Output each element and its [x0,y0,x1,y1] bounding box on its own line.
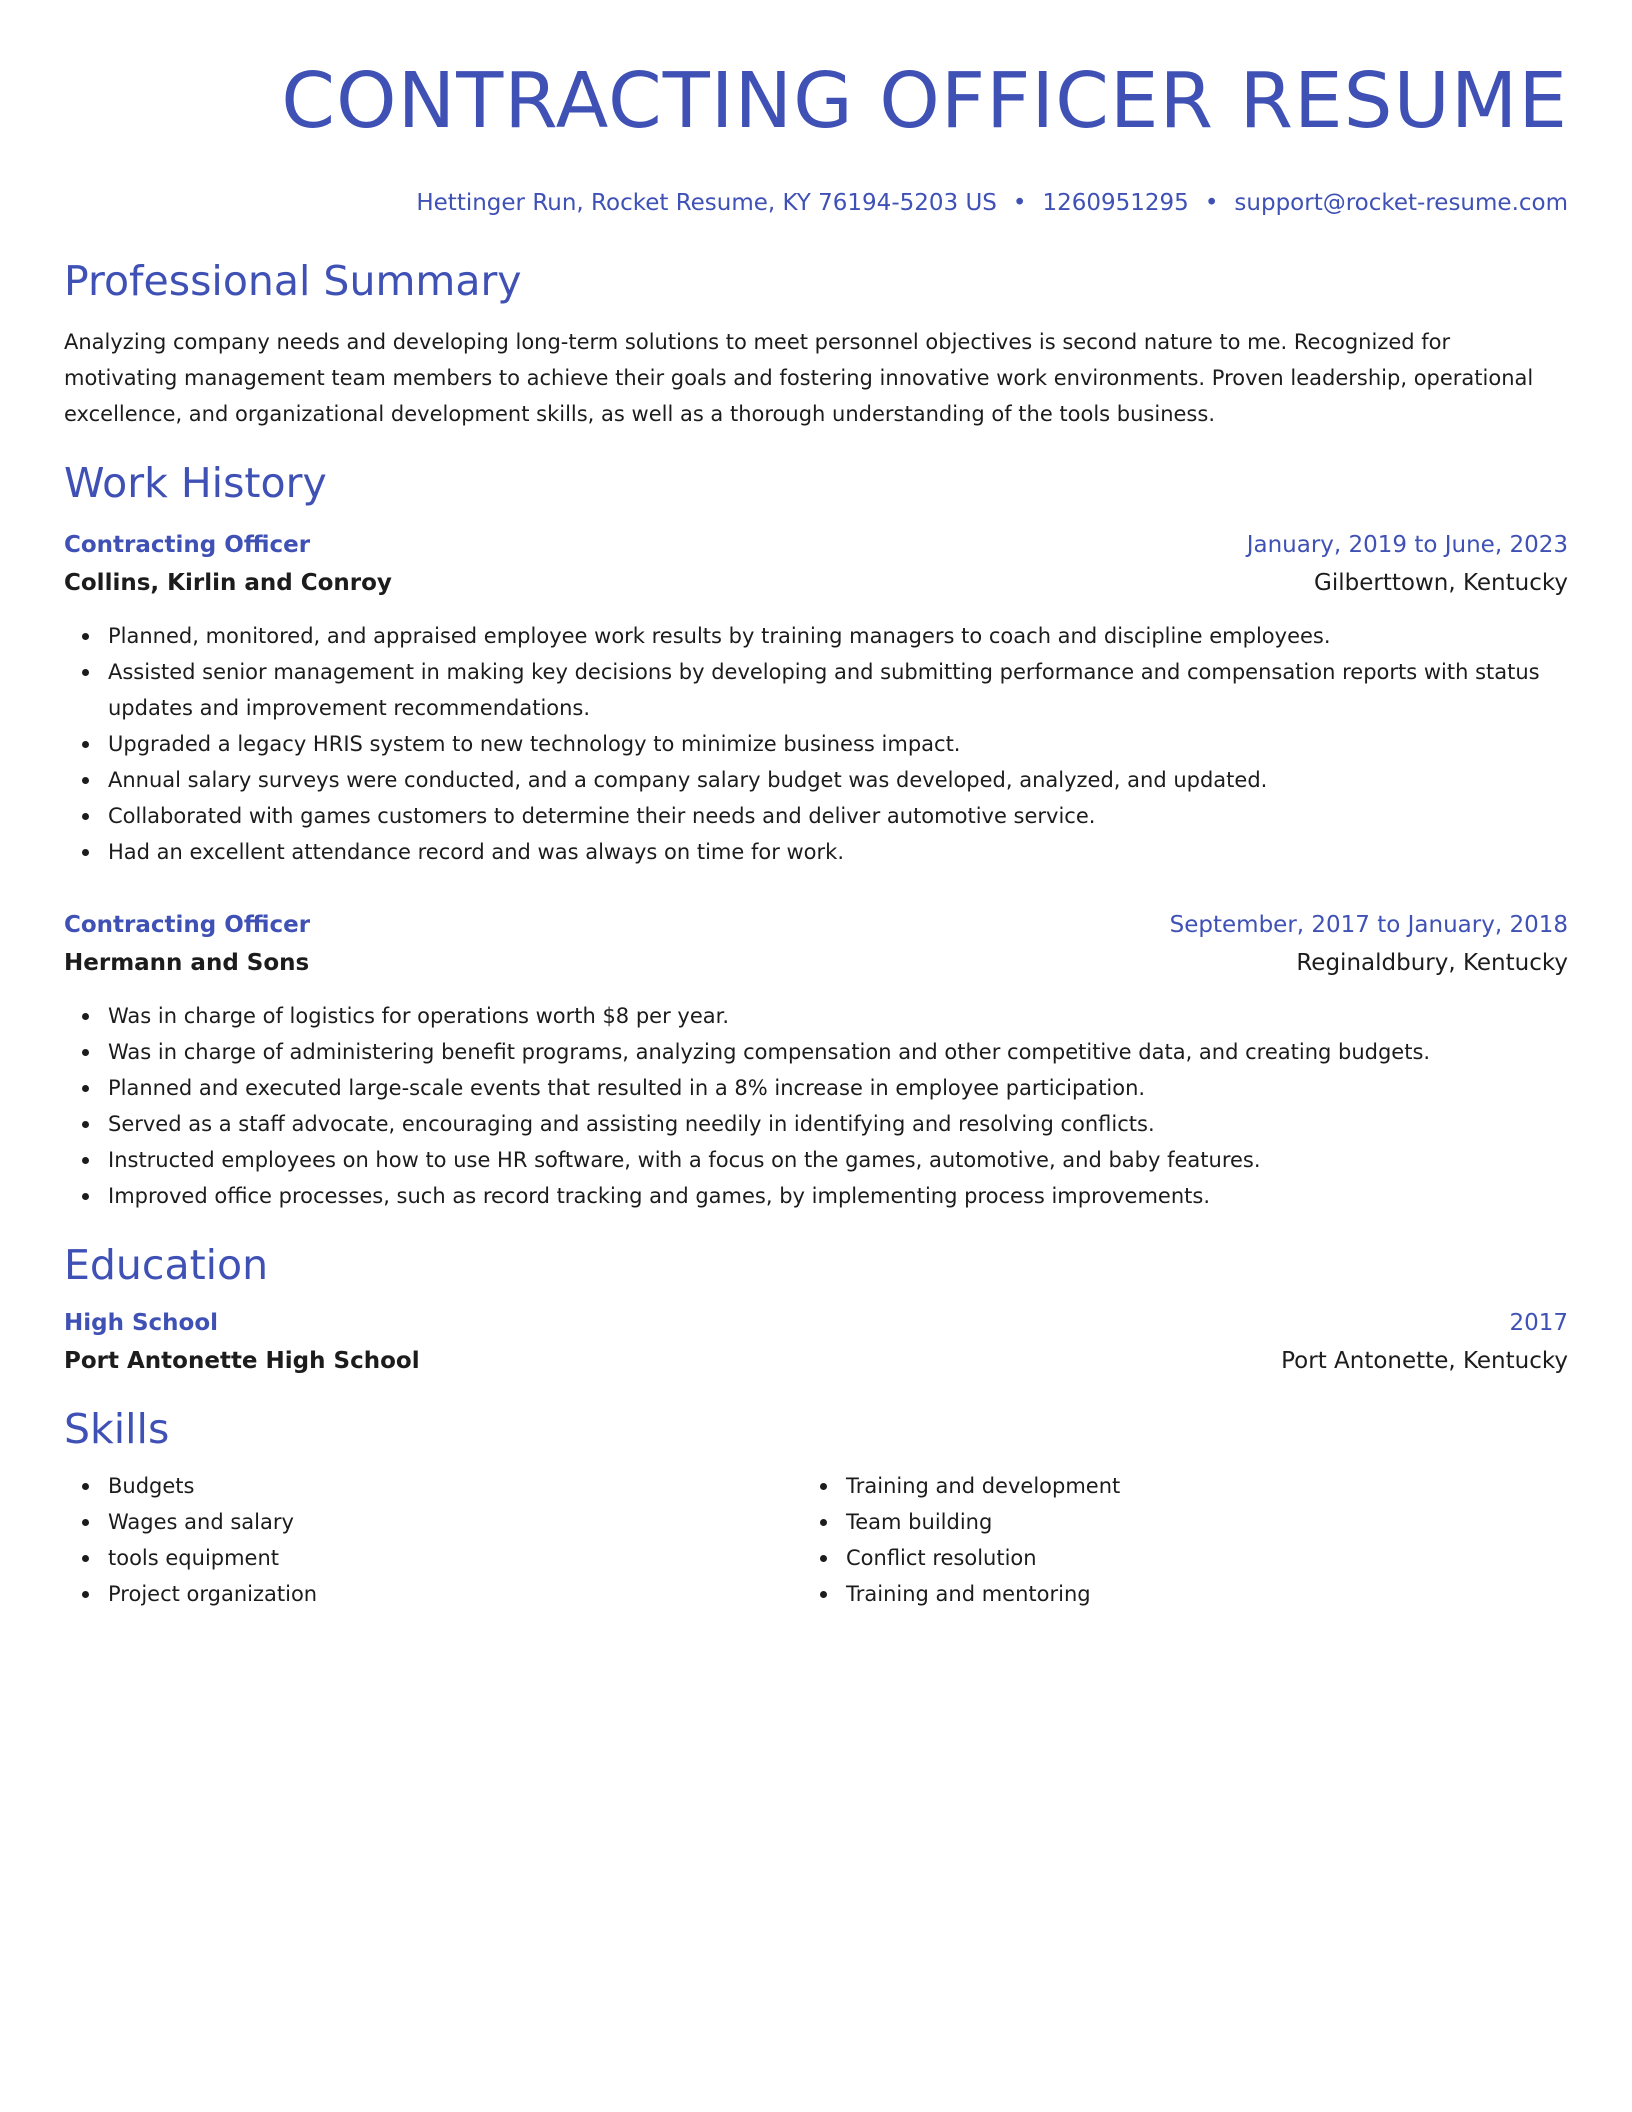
contact-phone: 1260951295 [1042,190,1189,216]
education-location: Port Antonette, Kentucky [1281,1348,1568,1374]
education-degree: High School [64,1310,219,1336]
job-bullet-list [64,998,1568,1214]
skills-list-right [802,1468,1540,1612]
skill-item: Wages and salary [108,1504,802,1540]
skill-item: Training and mentoring [846,1576,1540,1612]
skills-column-left [64,1468,802,1612]
contact-address: Hettinger Run, Rocket Resume, KY 76194-5203 US [416,190,997,216]
job-bullet: Collaborated with games customers to determine their needs and deliver automotive service. [108,798,1568,834]
job-title: Contracting Officer [64,912,311,938]
education-year: 2017 [1509,1310,1568,1336]
job-location: Reginaldbury, Kentucky [1296,950,1568,976]
section-heading-education: Education [64,1241,269,1289]
job-company: Collins, Kirlin and Conroy [64,570,392,596]
job-company: Hermann and Sons [64,950,310,976]
education-degree-row [64,1304,1568,1342]
job-bullet: Was in charge of logistics for operations worth $8 per year. [108,998,1568,1034]
section-heading-work-history: Work History [64,459,327,507]
education-entry [64,1304,1568,1380]
job-bullet: Planned, monitored, and appraised employee work results by training managers to coach and discipline employees. [108,618,1568,654]
summary-paragraph: Analyzing company needs and developing long-term solutions to meet personnel objectives is second nature to me. Recognized for motivating management team members to achieve their goals and fostering innovative work environments. Proven leadership, operational excellence, and organizational development skills, as well as a thorough understanding of the tools business. [64,330,1534,426]
skill-item: tools equipment [108,1540,802,1576]
job-location: Gilberttown, Kentucky [1314,570,1568,596]
contact-line [64,188,1568,218]
job-dates: January, 2019 to June, 2023 [1246,532,1568,558]
skills-grid [64,1468,1568,1612]
job-bullet: Annual salary surveys were conducted, and a company salary budget was developed, analyzed, and updated. [108,762,1568,798]
education-school-row [64,1342,1568,1380]
job-title: Contracting Officer [64,532,311,558]
job-bullet-list [64,618,1568,870]
job-bullet: Was in charge of administering benefit programs, analyzing compensation and other competitive data, and creating budgets. [108,1034,1568,1070]
job-title-row [64,526,1568,564]
job-bullet: Upgraded a legacy HRIS system to new technology to minimize business impact. [108,726,1568,762]
job-company-row [64,564,1568,602]
section-heading-skills: Skills [64,1405,170,1453]
skills-column-right [802,1468,1540,1612]
skills-list-left [64,1468,802,1612]
job-company-row [64,944,1568,982]
skill-item: Project organization [108,1576,802,1612]
job-title-row [64,906,1568,944]
job-bullet: Assisted senior management in making key decisions by developing and submitting performance and compensation reports with status updates and improvement recommendations. [108,654,1568,726]
job-bullet: Improved office processes, such as record tracking and games, by implementing process improvements. [108,1178,1568,1214]
skill-item: Training and development [846,1468,1540,1504]
skill-item: Conflict resolution [846,1540,1540,1576]
education-school: Port Antonette High School [64,1348,420,1374]
job-bullet: Had an excellent attendance record and was always on time for work. [108,834,1568,870]
contact-email[interactable]: support@rocket-resume.com [1234,190,1568,216]
skill-item: Budgets [108,1468,802,1504]
resume-title: CONTRACTING OFFICER RESUME [281,57,1568,146]
skill-item: Team building [846,1504,1540,1540]
job-dates: September, 2017 to January, 2018 [1169,912,1568,938]
job-bullet: Instructed employees on how to use HR software, with a focus on the games, automotive, and baby features. [108,1142,1568,1178]
contact-separator: • [1204,190,1219,216]
job-bullet: Served as a staff advocate, encouraging and assisting needily in identifying and resolving conflicts. [108,1106,1568,1142]
job-entry [64,526,1568,870]
job-entry [64,906,1568,1214]
section-heading-summary: Professional Summary [64,257,522,305]
contact-separator: • [1012,190,1027,216]
job-bullet: Planned and executed large-scale events that resulted in a 8% increase in employee participation. [108,1070,1568,1106]
